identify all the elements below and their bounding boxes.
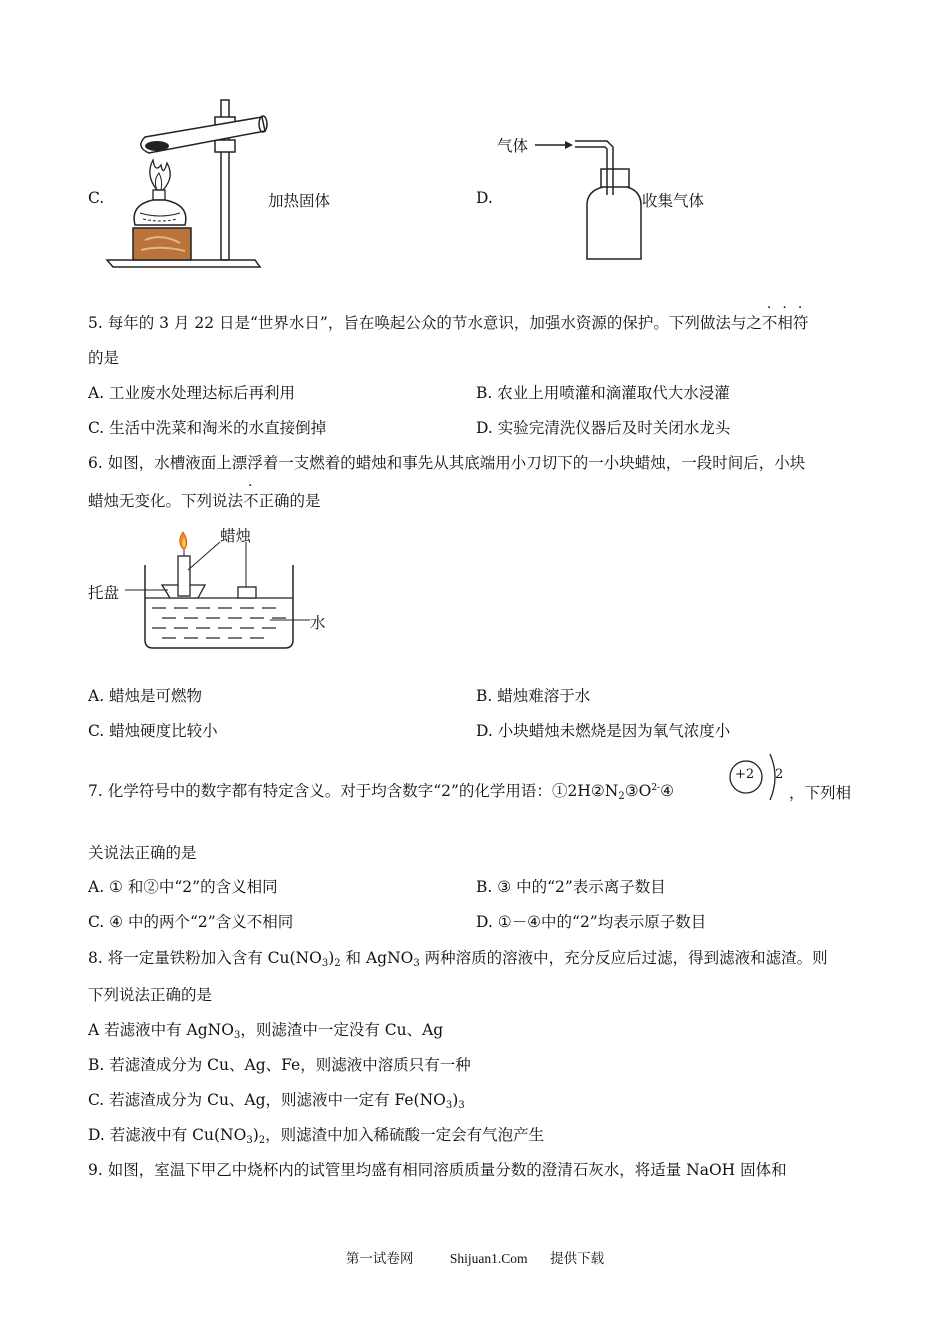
q6-stem-cont: 蜡烛无变化。下列说法不正确的是 — [88, 492, 321, 510]
q5-option-b: B. 农业上用喷灌和滴灌取代大水浸灌 — [476, 384, 730, 402]
option-c-label: C. — [88, 189, 105, 207]
option-d-caption: 收集气体 — [642, 192, 705, 210]
footer-site-domain: Shijuan1.Com — [449, 1251, 528, 1266]
gas-collection-bottle-figure — [535, 135, 645, 265]
q9-stem: 9. 如图，室温下甲乙中烧杯内的试管里均盛有相同溶质质量分数的澄清石灰水，将适量 NaOH 固体和 — [88, 1161, 787, 1179]
q8-option-c: C. 若滤渣成分为 Cu、Ag，则滤液中一定有 $Fe(NO_3)_3$ — [88, 1091, 465, 1111]
q8-stem-cont: 下列说法正确的是 — [88, 986, 213, 1004]
q8-option-b: B. 若滤渣成分为 Cu、Ag、Fe，则滤液中溶质只有一种 — [88, 1056, 471, 1074]
page-footer — [0, 1247, 950, 1267]
emphasis-char: 符 — [792, 314, 809, 332]
q7-stem: 7. 化学符号中的数字都有特定含义。对于均含数字“2”的化学用语：$①2H②N_2③O^{2-}④$ — [88, 782, 674, 802]
option-d-label: D. — [476, 189, 493, 207]
footer-site-name: 第一试卷网 — [345, 1251, 414, 1267]
heating-solid-apparatus-figure — [105, 95, 275, 275]
q7-option-b: B. ③ 中的“2”表示离子数目 — [476, 878, 666, 896]
q8-option-a: A 若滤液中有 AgNO$_3$，则滤渣中一定没有 Cu、Ag — [88, 1021, 444, 1041]
q6-stem: 6. 如图，水槽液面上漂浮着一支燃着的蜡烛和事先从其底端用小刀切下的一小块蜡烛，一段时间后，小块 — [88, 454, 806, 472]
q5-option-d: D. 实验完清洗仪器后及时关闭水龙头 — [476, 419, 731, 437]
q5-option-c: C. 生活中洗菜和淘米的水直接倒掉 — [88, 419, 327, 437]
electron-shell-count: 2 — [775, 767, 784, 782]
q6-option-b: B. 蜡烛难溶于水 — [476, 687, 591, 705]
emphasis-char: 不 — [243, 492, 259, 510]
floating-candle-figure — [140, 530, 300, 655]
gas-label: 气体 — [497, 137, 529, 155]
q5-stem: 5. 每年的 3 月 22 日是“世界水日”，旨在唤起公众的节水意识，加强水资源的保护。下列做法与之不相符 — [88, 314, 809, 332]
fig-water-label: 水 — [310, 614, 326, 632]
option-c-caption: 加热固体 — [268, 192, 331, 210]
q5-option-a: A. 工业废水处理达标后再利用 — [88, 384, 296, 402]
nucleus-charge: +2 — [735, 767, 755, 782]
fig-candle-label: 蜡烛 — [220, 527, 252, 545]
q6-option-d: D. 小块蜡烛未燃烧是因为氧气浓度小 — [476, 722, 731, 740]
q6-option-a: A. 蜡烛是可燃物 — [88, 687, 203, 705]
q8-stem: 8. 将一定量铁粉加入含有 $Cu(NO_3)_2$ 和 AgNO$_3$ 两种溶质的溶液中，充分反应后过滤，得到滤液和滤渣。则 — [88, 949, 828, 969]
q7-option-c: C. ④ 中的两个“2”含义不相同 — [88, 913, 294, 931]
footer-download: 提供下载 — [550, 1251, 605, 1267]
q7-stem-cont: 关说法正确的是 — [88, 844, 197, 862]
q5-stem-cont: 的是 — [88, 349, 120, 367]
emphasis-char: 不 — [761, 314, 778, 332]
q8-option-d: D. 若滤液中有 $Cu(NO_3)_2$，则滤渣中加入稀硫酸一定会有气泡产生 — [88, 1126, 545, 1146]
q6-option-c: C. 蜡烛硬度比较小 — [88, 722, 218, 740]
emphasis-char: 相 — [777, 314, 793, 332]
q7-stem-tail: ，下列相 — [789, 784, 852, 802]
fig-tray-label: 托盘 — [88, 584, 120, 602]
q7-option-d: D. ①－④中的“2”均表示原子数目 — [476, 913, 707, 931]
q7-option-a: A. ① 和②中“2”的含义相同 — [88, 878, 278, 896]
